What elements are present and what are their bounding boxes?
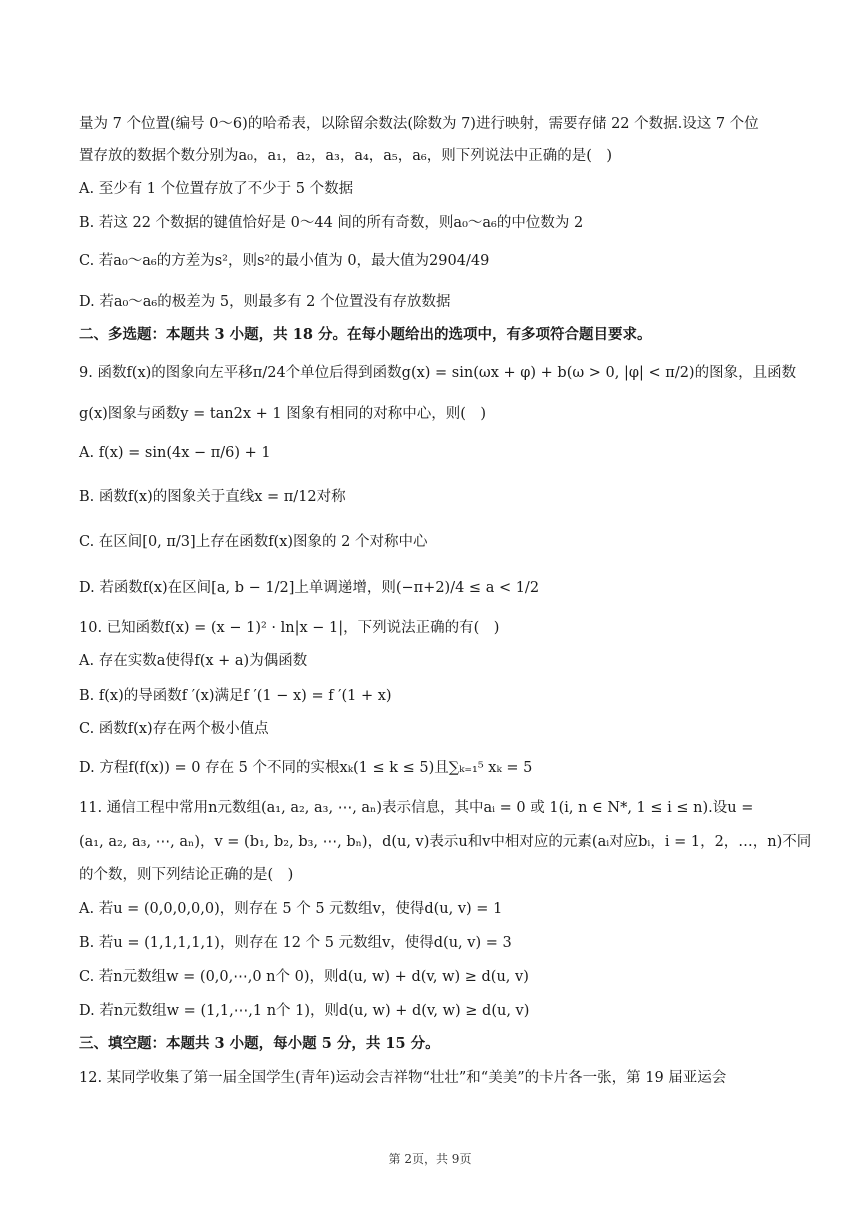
option-b: B. f(x)的导函数f ′(x)满足f ′(1 − x) = f ′(1 + x) xyxy=(79,688,392,704)
option-c: C. 函数f(x)存在两个极小值点 xyxy=(79,721,269,737)
option-c: C. 在区间[0, π/3]上存在函数f(x)图象的 2 个对称中心 xyxy=(79,534,428,550)
option-a: A. 至少有 1 个位置存放了不少于 5 个数据 xyxy=(79,181,354,197)
option-c: C. 若a₀～a₆的方差为s²，则s²的最小值为 0，最大值为2904/49 xyxy=(79,253,490,269)
page-number-footer: 第 2页，共 9页 xyxy=(388,1152,472,1166)
option-d: D. 方程f(f(x)) = 0 存在 5 个不同的实根xₖ(1 ≤ k ≤ 5)且∑ₖ₌₁⁵ xₖ = 5 xyxy=(79,760,533,776)
section-heading-fill-in: 三、填空题：本题共 3 小题，每小题 5 分，共 15 分。 xyxy=(79,1035,440,1052)
option-a: A. 若u = (0,0,0,0,0)，则存在 5 个 5 元数组v，使得d(u, v) = 1 xyxy=(79,901,503,917)
option-b: B. 若这 22 个数据的键值恰好是 0～44 间的所有奇数，则a₀～a₆的中位数为 2 xyxy=(79,215,584,231)
text-line: 置存放的数据个数分别为a₀，a₁，a₂，a₃，a₄，a₅，a₆，则下列说法中正确的是( ) xyxy=(79,148,613,164)
option-a: A. 存在实数a使得f(x + a)为偶函数 xyxy=(79,653,308,669)
option-c: C. 若n元数组w = (0,0,⋯,0 n个 0)，则d(u, w) + d(v, w) ≥ d(u, v) xyxy=(79,969,529,985)
text-line: 的个数，则下列结论正确的是( ) xyxy=(79,867,294,883)
option-a: A. f(x) = sin(4x − π/6) + 1 xyxy=(79,445,271,461)
question-9: 9. 函数f(x)的图象向左平移π/24个单位后得到函数g(x) = sin(ωx + φ) + b(ω > 0, |φ| < π/2)的图象，且函数 xyxy=(79,365,797,381)
option-b: B. 若u = (1,1,1,1,1)，则存在 12 个 5 元数组v，使得d(u, v) = 3 xyxy=(79,935,512,951)
text-line: g(x)图象与函数y = tan2x + 1 图象有相同的对称中心，则( ) xyxy=(79,406,487,422)
question-10: 10. 已知函数f(x) = (x − 1)² · ln|x − 1|，下列说法正确的有( ) xyxy=(79,620,500,636)
question-11: 11. 通信工程中常用n元数组(a₁, a₂, a₃, ⋯, aₙ)表示信息，其中aᵢ = 0 或 1(i, n ∈ N*, 1 ≤ i ≤ n).设u = xyxy=(79,800,754,816)
text-line: (a₁, a₂, a₃, ⋯, aₙ)，v = (b₁, b₂, b₃, ⋯, bₙ)，d(u, v)表示u和v中相对应的元素(aᵢ对应bᵢ，i = 1，2，…，n)不同 xyxy=(79,834,812,850)
option-d: D. 若函数f(x)在区间[a, b − 1/2]上单调递增，则(−π+2)/4 ≤ a < 1/2 xyxy=(79,580,540,596)
option-b: B. 函数f(x)的图象关于直线x = π/12对称 xyxy=(79,489,346,505)
option-d: D. 若a₀～a₆的极差为 5，则最多有 2 个位置没有存放数据 xyxy=(79,294,451,310)
text-line: 量为 7 个位置(编号 0～6)的哈希表，以除留余数法(除数为 7)进行映射，需要存储 22 个数据.设这 7 个位 xyxy=(79,116,759,132)
option-d: D. 若n元数组w = (1,1,⋯,1 n个 1)，则d(u, w) + d(v, w) ≥ d(u, v) xyxy=(79,1003,530,1019)
question-12: 12. 某同学收集了第一届全国学生(青年)运动会吉祥物“壮壮”和“美美”的卡片各一张，第 19 届亚运会 xyxy=(79,1070,727,1086)
section-heading-multi-choice: 二、多选题：本题共 3 小题，共 18 分。在每小题给出的选项中，有多项符合题目要求。 xyxy=(79,326,652,343)
